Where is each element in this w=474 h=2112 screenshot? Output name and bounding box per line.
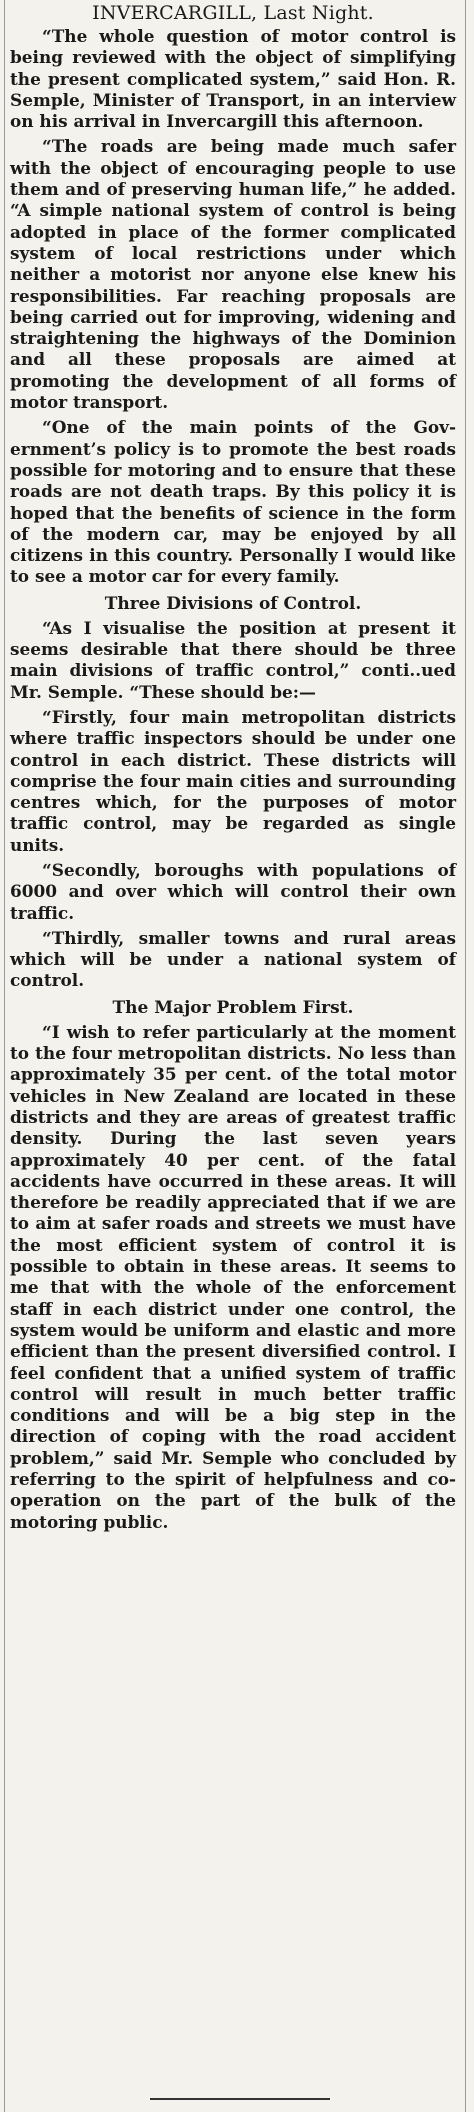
paragraph: “Secondly, boroughs with populations of 6000 and over which will control their own traffic.	[10, 859, 456, 923]
column-rule-left	[4, 0, 5, 2112]
paragraph: “As I visualise the position at present it seems desirable that there should be three main divisions of traffic control,” conti..ued Mr. Semple. “These should be:—	[10, 617, 456, 702]
paragraph: “Firstly, four main metropolitan districts where traffic inspectors should be under one control in each district. These districts will comprise the four main cities and surrounding centres which, for the purposes of motor traffic control, may be regarded as single units.	[10, 706, 456, 855]
subheading: Three Divisions of Control.	[104, 593, 362, 614]
column-rule-right	[465, 0, 466, 2112]
paragraph: “The roads are being made much safer with the object of encouraging people to use them and of preserving human life,” he added. “A simple national system of control is being adopted in place of the former complicated system of local restrictions under which neither a motorist nor anyone else knew his responsibilities. Far reaching proposals are being carried out for improving, widening and straightening the highways of the Dominion and all these proposals are aimed at promoting the development of all forms of motor transport.	[10, 136, 456, 413]
dateline: INVERCARGILL, Last Night.	[92, 2, 374, 24]
end-rule	[150, 2098, 330, 2100]
paragraph: “The whole question of motor control is being reviewed with the object of simplifying the present complicated system,” said Hon. R. Semple, Minister of Transport, in an interview on his arrival in Invercargill this afternoon.	[10, 26, 456, 132]
paragraph: “Thirdly, smaller towns and rural areas which will be under a national system of control.	[10, 927, 456, 991]
paragraph: “I wish to refer particularly at the moment to the four metropolitan districts. No less than approximately 35 per cent. of the total motor vehicles in New Zealand are located in these districts and they are areas of greatest traffic density. During the last seven years approximately 40 per cent. of the fatal accidents have occurred in these areas. It will therefore be readily appreciated that if we are to aim at safer roads and streets we must have the most efficient system of control it is possible to obtain in these areas. It seems to me that with the whole of the enforcement staff in each district under one control, the system would be uniform and elastic and more efficient than the present diversified control. I feel confident that a unified system of traffic control will result in much better traffic conditions and will be a big step in the direction of coping with the road accident problem,” said Mr. Semple who concluded by referring to the spirit of helpfulness and co-operation on the part of the bulk of the motoring public.	[10, 1021, 456, 1532]
paragraph: “One of the main points of the Government’s policy is to promote the best roads possible for motoring and to ensure that these roads are not death traps. By this policy it is hoped that the benefits of science in the form of the modern car, may be enjoyed by all citizens in this country. Personally I would like to see a motor car for every family.	[10, 417, 456, 587]
subheading: The Major Problem First.	[112, 997, 354, 1018]
